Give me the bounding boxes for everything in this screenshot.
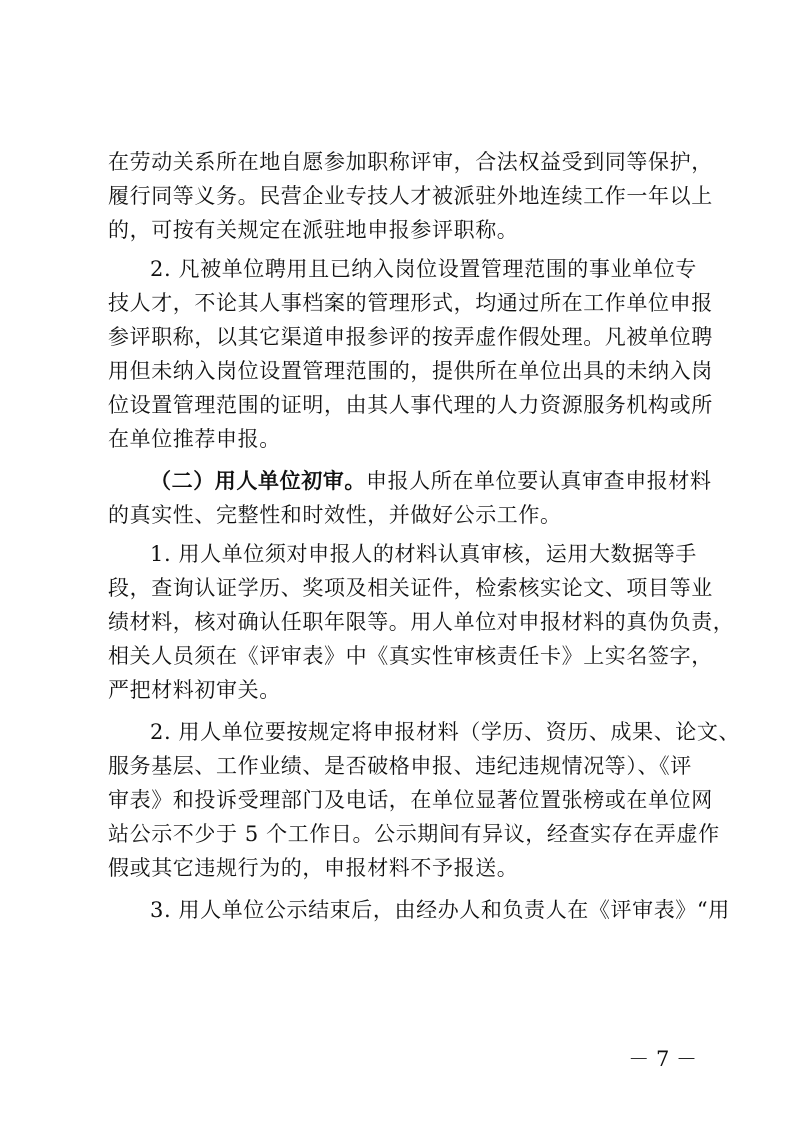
document-body [108,145,741,927]
text-line: 假或其它违规行为的，申报材料不予报送。 [108,856,519,880]
section-heading: （二）用人单位初审。 [150,468,366,493]
page-number: － 7 － [628,1047,697,1071]
paragraph-5 [108,715,741,885]
text-line: 相关人员须在《评审表》中《真实性审核责任卡》上实名签字， [108,644,713,668]
paragraph-1 [108,145,713,247]
text-line: 服务基层、工作业绩、是否破格申报、违纪违规情况等）、《评 [108,754,692,778]
text-line: 段，查询认证学历、奖项及相关证件，检索核实论文、项目等业 [108,576,713,600]
text-line: 站公示不少于 5 个工作日。公示期间有异议，经查实存在弄虚作 [108,822,720,846]
text-line [108,464,712,498]
text-line: 在劳动关系所在地自愿参加职称评审，合法权益受到同等保护， [108,150,713,174]
text-line: 在单位推荐申报。 [108,427,281,451]
text-line: 绩材料，核对确认任职年限等。用人单位对申报材料的真伪负责， [108,610,735,634]
text-line: 严把材料初审关。 [108,678,281,702]
text-line: 2. 凡被单位聘用且已纳入岗位设置管理范围的事业单位专 [150,257,697,281]
text-line: 的，可按有关规定在派驻地申报参评职称。 [108,218,519,242]
paragraph-4 [108,537,735,707]
text-line: 2. 用人单位要按规定将申报材料（学历、资历、成果、论文、 [150,720,741,744]
text-line: 参评职称，以其它渠道申报参评的按弄虚作假处理。凡被单位聘 [108,325,713,349]
text-line: 位设置管理范围的证明，由其人事代理的人力资源服务机构或所 [108,393,713,417]
text-line: 用但未纳入岗位设置管理范围的，提供所在单位出具的未纳入岗 [108,359,713,383]
text-line: 履行同等义务。民营企业专技人才被派驻外地连续工作一年以上 [108,184,713,208]
text-line: 技人才，不论其人事档案的管理形式，均通过所在工作单位申报 [108,291,713,315]
text-line: 审表》和投诉受理部门及电话，在单位显著位置张榜或在单位网 [108,788,713,812]
text-line: 的真实性、完整性和时效性，并做好公示工作。 [108,503,562,527]
text-line: 3. 用人单位公示结束后，由经办人和负责人在《评审表》“用 [150,898,730,922]
paragraph-2 [108,252,713,456]
paragraph-3 [108,464,712,532]
text-run: 申报人所在单位要认真审查申报材料 [366,469,712,493]
text-line: 1. 用人单位须对申报人的材料认真审核，运用大数据等手 [150,542,697,566]
paragraph-6 [108,893,730,927]
